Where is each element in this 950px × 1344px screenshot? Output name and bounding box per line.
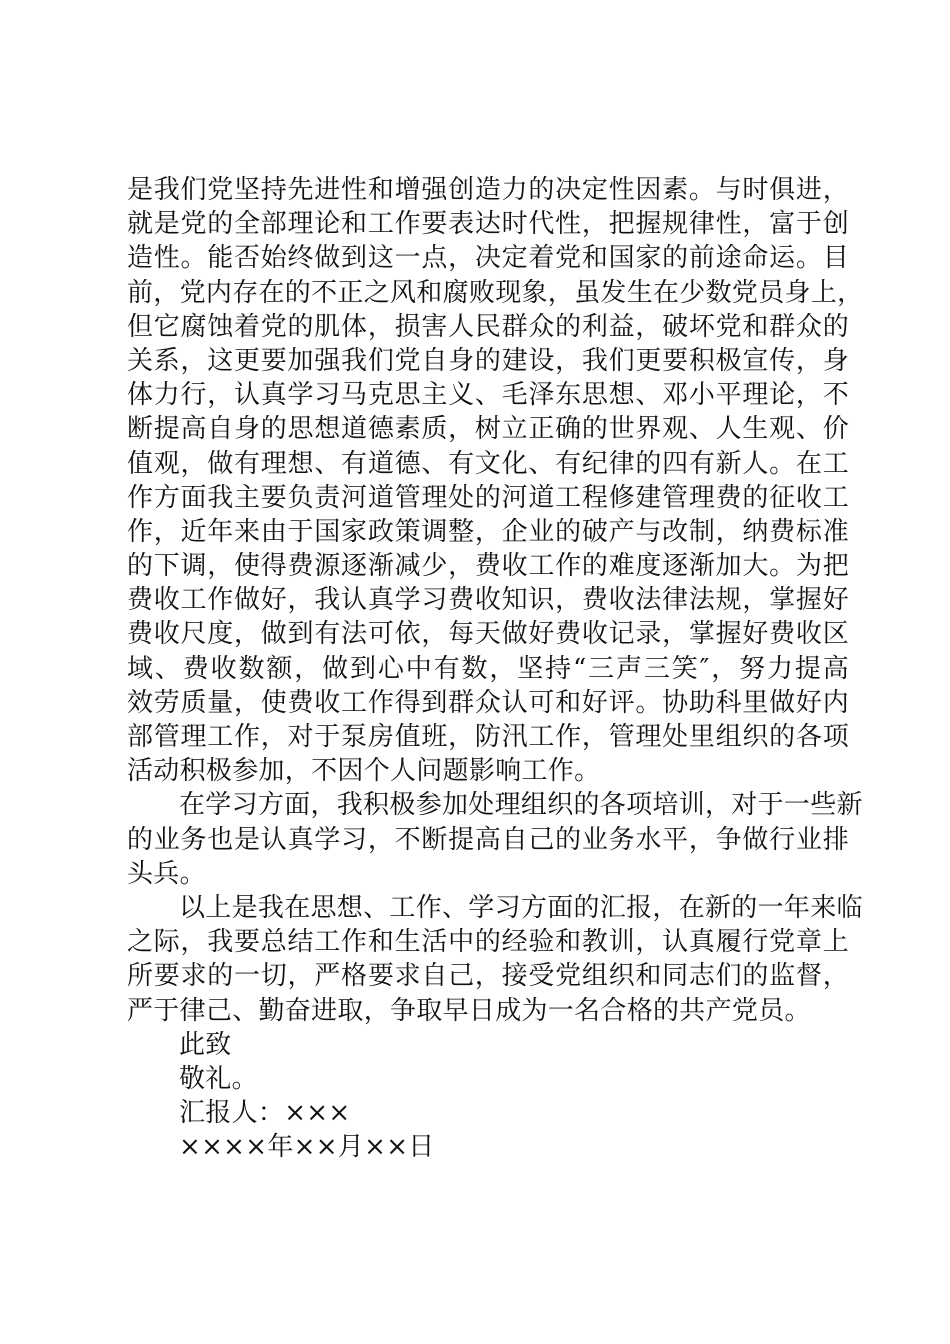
- text-line: 是我们党坚持先进性和增强创造力的决定性因素。与时俱进，: [127, 175, 849, 205]
- report-date: ××××年××月××日: [179, 1132, 435, 1163]
- document-body: [127, 173, 864, 1164]
- text-line: 关系，这更要加强我们党自身的建设，我们更要积极宣传，身: [127, 345, 849, 376]
- text-line: 就是党的全部理论和工作要表达时代性，把握规律性，富于创: [127, 209, 849, 240]
- text-line: 费收尺度，做到有法可依，每天做好费收记录，掌握好费收区: [127, 619, 849, 650]
- closing-text: 此致: [179, 1029, 232, 1060]
- text-line: 造性。能否始终做到这一点，决定着党和国家的前途命运。目: [127, 243, 849, 274]
- text-line: 的下调，使得费源逐渐减少，费收工作的难度逐渐加大。为把: [127, 551, 849, 582]
- paragraph-continuation: [127, 173, 864, 788]
- text-line: 效劳质量，使费收工作得到群众认可和好评。协助科里做好内: [127, 687, 849, 718]
- text-line: 活动积极参加，不因个人问题影响工作。: [127, 756, 601, 787]
- text-line: 部管理工作，对于泵房值班，防汛工作，管理处里组织的各项: [127, 722, 849, 752]
- text-line: 但它腐蚀着党的肌体，损害人民群众的利益，破坏党和群众的: [127, 311, 849, 342]
- text-line: 费收工作做好，我认真学习费收知识，费收法律法规，掌握好: [127, 585, 849, 616]
- text-line: 在学习方面，我积极参加处理组织的各项培训，对于一些新: [179, 790, 863, 821]
- text-line: 域、费收数额，做到心中有数，坚持“三声三笑″，努力提高: [127, 653, 849, 684]
- text-line: 值观，做有理想、有道德、有文化、有纪律的四有新人。在工: [127, 448, 849, 479]
- text-line: 的业务也是认真学习，不断提高自己的业务水平，争做行业排: [127, 824, 849, 855]
- text-line: 严于律己、勤奋进取，争取早日成为一名合格的共产党员。: [127, 995, 811, 1026]
- text-line: 前，党内存在的不正之风和腐败现象，虽发生在少数党员身上，: [127, 277, 864, 308]
- text-line: 作方面我主要负责河道管理处的河道工程修建管理费的征收工: [127, 482, 849, 513]
- text-line: 之际，我要总结工作和生活中的经验和教训，认真履行党章上: [127, 927, 849, 958]
- text-line: 体力行，认真学习马克思主义、毛泽东思想、邓小平理论，不: [127, 380, 849, 411]
- text-line: 所要求的一切，严格要求自己，接受党组织和同志们的监督，: [127, 961, 849, 992]
- text-line: 作，近年来由于国家政策调整，企业的破产与改制，纳费标准: [127, 516, 849, 547]
- reporter-signature: 汇报人：×××: [179, 1098, 351, 1129]
- salutation-text: 敬礼。: [179, 1063, 258, 1094]
- text-line: 以上是我在思想、工作、学习方面的汇报，在新的一年来临: [179, 892, 863, 923]
- text-line: 断提高自身的思想道德素质，树立正确的世界观、人生观、价: [127, 414, 849, 445]
- text-line: 头兵。: [127, 858, 206, 889]
- paragraph-study: [127, 788, 863, 891]
- paragraph-summary: [127, 891, 863, 1028]
